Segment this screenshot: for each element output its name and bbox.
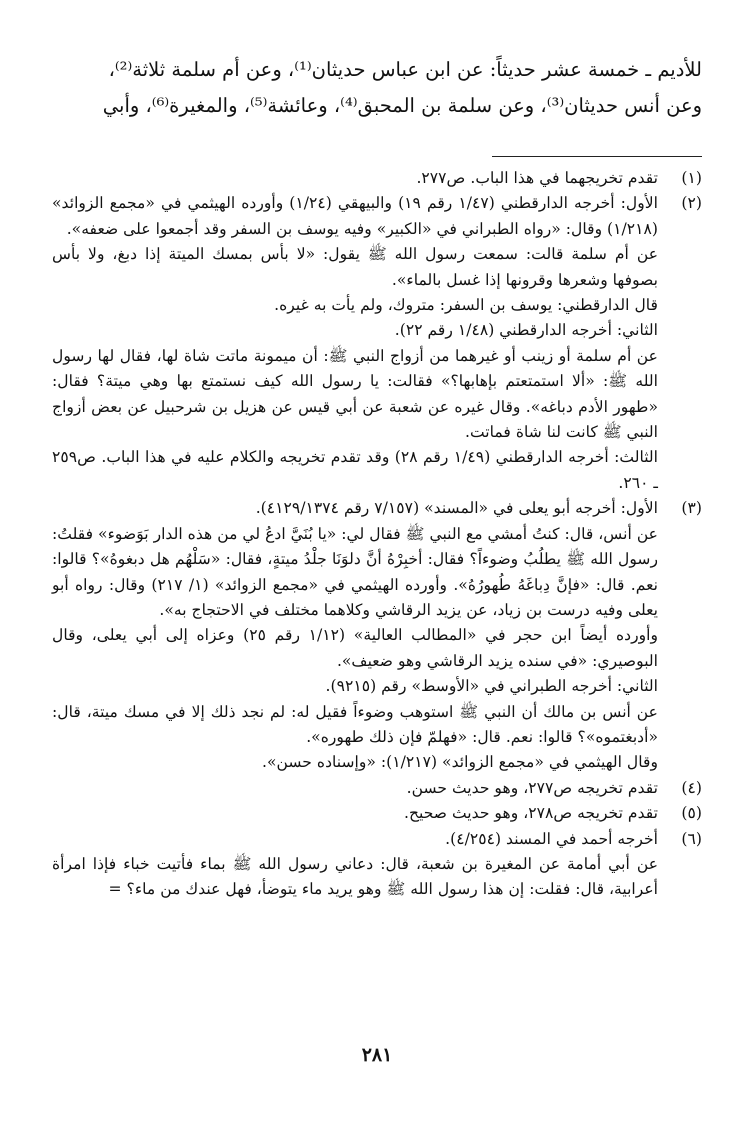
main-text-line: وعن أنس حديثان⁽³⁾، وعن سلمة بن المحبق⁽⁴⁾، وعائشة⁽⁵⁾، والمغيرة⁽⁶⁾، وأبي (102, 94, 702, 117)
footnote-body (52, 166, 658, 191)
footnote-paragraph: وقال الهيثمي في «مجمع الزوائد» (١/٢١٧): «وإسناده حسن». (262, 753, 658, 772)
footnote-paragraph: وأورده أيضاً ابن حجر في «المطالب العالية» (١/١٢ رقم ٢٥) وعزاه إلى أبي يعلى، وقال البوصيري: «في سنده يزيد الرقاشي وهو ضعيف». (52, 626, 658, 670)
footnote (52, 801, 702, 826)
footnote-number: (٢) (681, 194, 702, 213)
footnote-paragraph: تقدم تخريجه ص٢٧٧، وهو حديث حسن. (406, 778, 658, 797)
footnote-paragraph: تقدم تخريجه ص٢٧٨، وهو حديث صحيح. (404, 804, 658, 823)
footnote (52, 191, 702, 496)
footnote-body (52, 776, 658, 801)
footnote-paragraph: الثاني: أخرجه الطبراني في «الأوسط» رقم (٩٢١٥). (325, 677, 658, 696)
footnote-paragraph: الثاني: أخرجه الدارقطني (١/٤٨ رقم ٢٢). (394, 321, 658, 340)
footnote-paragraph: أخرجه أحمد في المسند (٤/٢٥٤). (445, 829, 658, 848)
footnote-paragraph: عن أم سلمة قالت: سمعت رسول الله ﷺ يقول: «لا بأس بمسك الميتة إذا دبغ، ولا بأس بصوفها وشعرها وقرونها إذا غسل بالماء». (52, 245, 658, 289)
footnote-number: (٣) (681, 499, 702, 518)
footnote-paragraph: عن أم سلمة أو زينب أو غيرهما من أزواج النبي ﷺ: أن ميمونة ماتت شاة لها، فقال لها رسول الله ﷺ: «ألا استمتعتم بإهابها؟» فقالت: يا رسول الله كيف نستمتع بها وهي ميتة؟ فقال: «طهور الأدم دباغه». وقال غيره عن شعبة عن أبي قيس عن هزيل بن شرحبيل عن بعض أزواج النبي ﷺ كانت لنا شاة فماتت. (52, 346, 658, 442)
page-number: ٢٨١ (361, 1044, 393, 1066)
footnote (52, 827, 702, 903)
footnote-paragraph: الأول: أخرجه الدارقطني (١/٤٧ رقم ١٩) والبيهقي (١/٢٤) وأورده الهيثمي في «مجمع الزوائد» (١/٢١٨) وقال: «رواه الطبراني في «الكبير» وفيه يوسف بن السفر وقد أجمعوا على ضعفه». (52, 194, 659, 238)
footnote-number: (٦) (681, 829, 702, 848)
footnote-separator (492, 156, 702, 157)
footnote (52, 776, 702, 801)
footnote-number: (١) (681, 169, 702, 187)
main-text (57, 52, 702, 124)
footnote-number: (٤) (681, 778, 702, 797)
footnote-paragraph: الأول: أخرجه أبو يعلى في «المسند» (٧/١٥٧ رقم ٤١٢٩/١٣٧٤). (255, 499, 658, 518)
footnote-body (52, 191, 658, 496)
main-text-line: للأديم ـ خمسة عشر حديثاً: عن ابن عباس حديثان⁽¹⁾، وعن أم سلمة ثلاثة⁽²⁾، (108, 58, 702, 81)
footnote-paragraph: عن أنس، قال: كنتُ أمشي مع النبي ﷺ فقال لي: «يا بُنَيَّ ادعُ لي من هذه الدار بَوَضوء» فقلتُ: رسول الله ﷺ يطلُبُ وضوءاً؟ فقال: أخبِرْهُ أنَّ دلوَنَا جلْدُ ميتةٍ، فقال: «سَلْهُم هل دبغوهُ»؟ قالوا: نعم. قال: «فإنَّ دِباغَهُ طُهورُهُ». وأورده الهيثمي في «مجمع الزوائد» (١/ ٢١٧) وقال: رواه أبو يعلى وفيه درست بن زياد، عن يزيد الرقاشي وكلاهما مختلف في الاحتجاج به». (52, 524, 658, 619)
footnote-paragraph: الثالث: أخرجه الدارقطني (١/٤٩ رقم ٢٨) وقد تقدم تخريجه والكلام عليه في هذا الباب. ص٢٥٩ ـ ٢٦٠. (52, 448, 659, 492)
footnotes (52, 166, 702, 903)
footnote-paragraph: عن أبي أمامة عن المغيرة بن شعبة، قال: دعاني رسول الله ﷺ بماء فأتيت خباء فإذا امرأة أعرابية، قال: فقلت: إن هذا رسول الله ﷺ وهو يريد ماء يتوضأ، فهل عندك من ماء؟ = (52, 854, 658, 899)
footnote (52, 166, 702, 191)
footnote-body (52, 827, 658, 903)
footnote-paragraph: عن أنس بن مالك أن النبي ﷺ استوهب وضوءاً فقيل له: لم نجد ذلك إلا في مسك ميتة، قال: «أدبغتموه»؟ قالوا: نعم. قال: «فهلمّ فإن ذلك طهوره». (52, 702, 658, 746)
footnote-number: (٥) (681, 804, 702, 823)
footnote-paragraph: قال الدارقطني: يوسف بن السفر: متروك، ولم يأت به غيره. (274, 296, 658, 315)
footnote-body (52, 496, 658, 775)
footnote-body (52, 801, 658, 826)
footnote-paragraph: تقدم تخريجهما في هذا الباب. ص٢٧٧. (416, 169, 658, 187)
footnote (52, 496, 702, 775)
